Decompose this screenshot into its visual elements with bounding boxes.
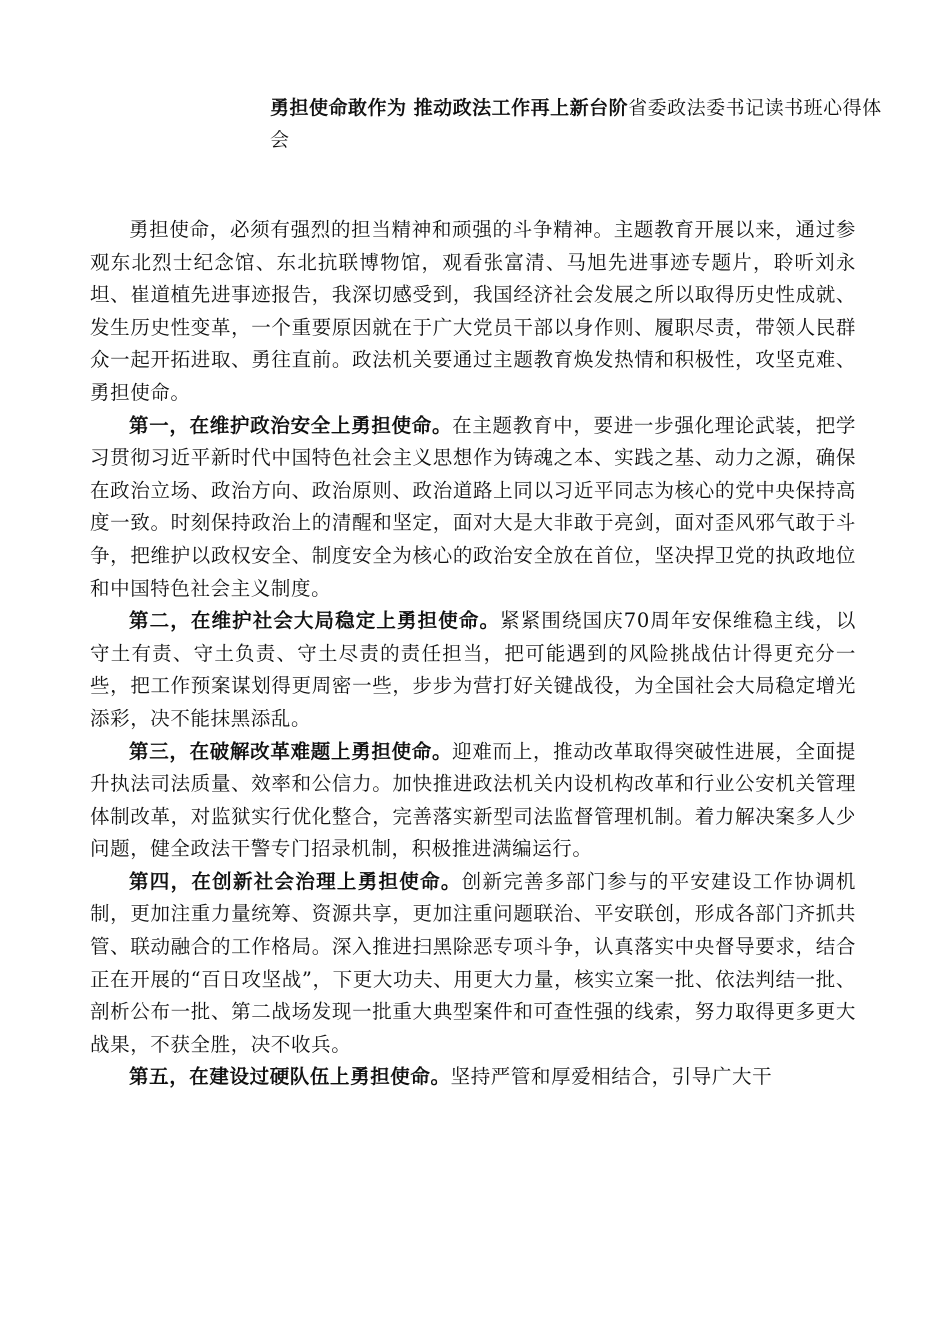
document-body: [90, 214, 856, 1094]
paragraph-text: 坚持严管和厚爱相结合，引导广大干: [450, 1065, 773, 1089]
paragraph-text: 在主题教育中，要进一步强化理论武装，把学习贯彻习近平新时代中国特色社会主义思想作为铸魂之本、实践之基、动力之源，确保在政治立场、政治方向、政治原则、政治道路上同以习近平同志为核心的党中央保持高度一致。时刻保持政治上的清醒和坚定，面对大是大非敢于亮剑，面对歪风邪气敢于斗争，把维护以政权安全、制度安全为核心的政治安全放在首位，坚决捍卫党的执政地位和中国特色社会主义制度。: [90, 413, 856, 600]
paragraph-text: 紧紧围绕国庆70周年安保维稳主线，以守土有责、守土负责、守土尽责的责任担当，把可能遇到的风险挑战估计得更充分一些，把工作预案谋划得更周密一些，步步为营打好关键战役，为全国社会大局稳定增光添彩，决不能抹黑添乱。: [90, 609, 856, 730]
paragraph-text: 勇担使命，必须有强烈的担当精神和顽强的斗争精神。主题教育开展以来，通过参观东北烈士纪念馆、东北抗联博物馆，观看张富清、马旭先进事迹专题片，聆听刘永坦、崔道植先进事迹报告，我深切感受到，我国经济社会发展之所以取得历史性成就、发生历史性变革，一个重要原因就在于广大党员干部以身作则、履职尽责，带领人民群众一起开拓进取、勇往直前。政法机关要通过主题教育焕发热情和积极性，攻坚克难、勇担使命。: [90, 218, 856, 404]
paragraph-text: 迎难而上，推动改革取得突破性进展，全面提升执法司法质量、效率和公信力。加快推进政法机关内设机构改革和行业公安机关管理体制改革，对监狱实行优化整合，完善落实新型司法监督管理机制。着力解决案多人少问题，健全政法干警专门招录机制，积极推进满编运行。: [90, 739, 856, 861]
paragraph-point-3: [90, 736, 856, 866]
paragraph-point-2: [90, 605, 856, 735]
title-subtitle: 省委政法委书记读书班心得体会: [270, 97, 882, 151]
paragraph-lead: 第一，在维护政治安全上勇担使命。: [129, 413, 453, 437]
paragraph-lead: 第三，在破解改革难题上勇担使命。: [129, 739, 453, 763]
title-main: 勇担使命敢作为 推动政法工作再上新台阶: [270, 97, 629, 119]
paragraph-point-5: [90, 1061, 856, 1094]
paragraph-point-4: [90, 866, 856, 1062]
paragraph-lead: 第二，在维护社会大局稳定上勇担使命。: [129, 609, 501, 633]
paragraph-intro: [90, 214, 856, 410]
paragraph-point-1: [90, 410, 856, 606]
paragraph-text: 创新完善多部门参与的平安建设工作协调机制，更加注重力量统筹、资源共享，更加注重问题联治、平安联创，形成各部门齐抓共管、联动融合的工作格局。深入推进扫黑除恶专项斗争，认真落实中央督导要求，结合正在开展的“百日攻坚战”，下更大功夫、用更大力量，核实立案一批、依法判结一批、剖析公布一批、第二战场发现一批重大典型案件和可查性强的线索，努力取得更多更大战果，不获全胜，决不收兵。: [90, 869, 856, 1056]
paragraph-lead: 第四，在创新社会治理上勇担使命。: [129, 869, 462, 893]
document-title: [270, 92, 890, 156]
paragraph-lead: 第五，在建设过硬队伍上勇担使命。: [129, 1065, 451, 1089]
